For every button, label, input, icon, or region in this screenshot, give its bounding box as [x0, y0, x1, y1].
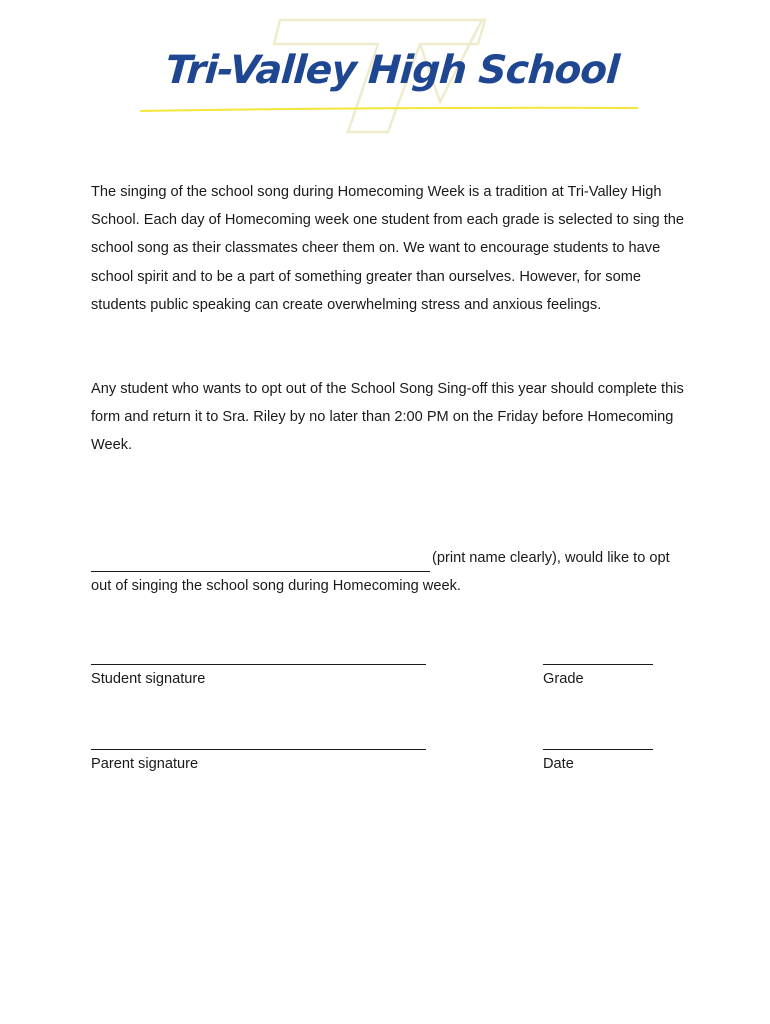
intro-paragraph: The singing of the school song during Homecoming Week is a tradition at Tri-Valley High School. Each day of Homecoming week one student from each grade is selected to sing the school song as their classmates cheer them on. We want to encourage students to have school spirit and to be a part of something greater than ourselves. However, for some students public speaking can create overwhelming stress and anxious feelings. — [91, 184, 685, 313]
date-line[interactable] — [543, 749, 653, 750]
student-signature-label: Student signature — [91, 671, 206, 687]
instructions-paragraph: Any student who wants to opt out of the School Song Sing-off this year should complete this form and return it to Sra. Riley by no later than 2:00 PM on the Friday before Homecoming Week. — [91, 381, 684, 454]
print-name-blank[interactable] — [91, 554, 430, 572]
date-label: Date — [543, 756, 574, 772]
parent-signature-line[interactable] — [91, 749, 426, 750]
grade-label: Grade — [543, 671, 584, 687]
parent-signature-label: Parent signature — [91, 756, 199, 772]
student-signature-line[interactable] — [91, 664, 426, 665]
letterhead — [0, 0, 770, 150]
opt-out-statement-text: (print name clearly), would like to opt out of singing the school song during Homecoming week. — [91, 550, 670, 595]
grade-line[interactable] — [543, 664, 653, 665]
title-underline — [140, 106, 640, 114]
school-name-heading: Tri-Valley High School — [163, 48, 621, 93]
opt-out-statement — [91, 544, 691, 600]
